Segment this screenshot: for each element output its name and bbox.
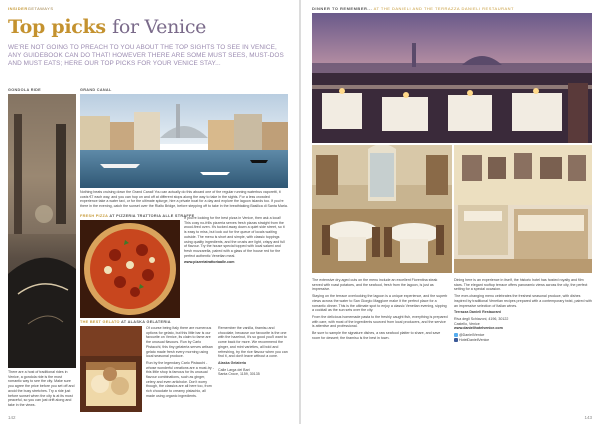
gelato-text-col2: Remember the vanilla, tiramisu and chocolate, because our favourite is the one with the hazelnut, it's so good you'll want to come back for more. We recommend the ginger, and mint varieties, all bold and refreshing, try the rice flavour when you can find it, and don't leave without a cone. Alaska Gelateria Calle Larga dei Bari Santa Croce, 1159, 30135	[218, 326, 288, 377]
grand-canal-photo	[80, 94, 288, 188]
facebook-icon	[454, 338, 458, 342]
section-label: INSIDERGETAWAYS	[8, 6, 54, 11]
terrace-photo	[312, 13, 592, 143]
grand-canal-text: Nothing beats cruising down the Grand Canal! You can actually do this aboard one of the regular running waterbus vaporetti, it costs €7 each way, and you can hop on and off at different stops along the way to take in the sights. For a less crowded experience take a water taxi, or for the ultimate splurge, hire a private boat for a day and explore the lagoon islands too. If you're there in the evening, catch the sunset over the Rialto Bridge, before stepping off to take in the breathtaking Basilica di Santa Maria.	[80, 190, 288, 209]
section-label-right: DINNER TO REMEMBER... AT THE DANIELI AND THE TERRAZZA DANIELI RESTAURANT	[312, 6, 514, 11]
pizza-photo	[80, 220, 180, 318]
left-page	[0, 0, 296, 424]
dining-room-photo	[312, 145, 452, 273]
page-title: Top picks for Venice	[8, 16, 207, 38]
spread-gutter	[299, 0, 301, 424]
right-page	[304, 0, 600, 424]
twitter-icon	[454, 333, 458, 337]
pizza-text: If you're looking for the best pizza in Venice, then ask a local! This cosy no-frills pizzeria serves fresh pizzas straight from the wood-fired oven. It's tucked away down a quiet side street, so it is easy to miss, but look out for the queue of locals waiting outside. The menu is short and simple, with classic toppings using quality ingredients, and the crusts are light, crispy and full of flavour. Try the house special topped with local salami and fresh mozzarella, paired with a glass of the house red for the perfect authentic Venetian meal. www.pizzeriatrattoriaalle.com	[184, 216, 288, 320]
dinner-text-col2: Dining here is an experience in itself, the historic hotel has hosted royalty and film stars. The elegant rooftop terrace offers panoramic views across the city, the perfect setting for a special occasion. The ever-changing menu celebrates the freshest seasonal produce, with dishes inspired by traditional Venetian recipes prepared with a contemporary twist, paired with an impressive selection of Italian wines. Terrazza Danieli Restaurant Riva degli Schiavoni, 4196, 30122 Castello, Venice www.danielihotelvenice.com @DanieliVenice HotelDanieliVenice	[454, 278, 592, 342]
gondola-text: There are a host of traditional rides in Venice, a gondola ride is the most romantic way to see the city. Make sure you agree the price before you set off and avoid the busy stretches. Try a ride just before sunset when the city is at its most peaceful, so you can just drift along and take in the views.	[8, 370, 75, 407]
gondola-photo	[8, 94, 76, 368]
danieli-link[interactable]: www.danielihotelvenice.com	[454, 326, 503, 331]
page-number-right: 143	[584, 415, 592, 420]
caption-gondola: GONDOLA RIDE	[8, 88, 41, 92]
gelato-text-col1: Of course being Italy there are numerous options for gelato, but this little bar is our favourite on Venice, its claim to fame are the unusual flavours. Run by Carlo Pistacchi, this tiny gelateria serves artisan gelato made fresh every morning using local seasonal produce. Run by the legendary Carlo Pistacchi - whose wonderful creations are a must-try - this little shop is famous for its unusual flavour combinations, such as ginger, celery and even artichoke. Don't worry though, the classics are all here too, from rich chocolate to creamy pistachio, all made using organic ingredients.	[146, 326, 214, 398]
caption-gelato: THE BEST GELATO AT ALASKA GELATERIA	[80, 320, 171, 324]
page-number-left: 142	[8, 415, 16, 420]
caption-fresh-pizza: FRESH PIZZA AT PIZZERIA TRATTORIA ALLE STRAFFE	[80, 214, 195, 218]
gelato-photo	[80, 326, 142, 412]
dinner-text-col1: The extensive dry-aged cuts on the menu include an excellent Fiorentina steak served with roast potatoes, and the seafood, fresh from the lagoon, is just as impressive. Staying on the terrace overlooking the lagoon is a unique experience, and the superb views across the water to San Giorgio Maggiore make it the perfect place for a romantic dinner. This is the ultimate spot to enjoy a classic Venetian evening, sipping a cocktail as the sun sets over the city. From the delicious homemade pasta to the freshly caught fish, everything is prepared with care, with most of the ingredients sourced from local producers, and the service is attentive and professional. Be sure to sample the signature dishes, a raw seafood platter to share, and save room for dessert; the tiramisu is the best in town.	[312, 278, 448, 340]
caption-grand-canal: GRAND CANAL	[80, 88, 112, 92]
bedroom-photo	[454, 145, 592, 273]
facebook-handle[interactable]: HotelDanieliVenice	[454, 338, 592, 343]
intro-text: WE'RE NOT GOING TO PREACH TO YOU ABOUT THE TOP SIGHTS TO SEE IN VENICE, ANY GUIDEBOOK CAN DO THAT! HOWEVER THERE ARE SOME MUST SEES, MUST-DOS AND MUST EATS; HERE OUR TOP PICKS FOR YOUR VENICE STAY...	[8, 44, 284, 68]
pizza-link[interactable]: www.pizzeriatrattoriaalle.com	[184, 260, 235, 265]
twitter-handle[interactable]: @DanieliVenice	[454, 333, 592, 338]
